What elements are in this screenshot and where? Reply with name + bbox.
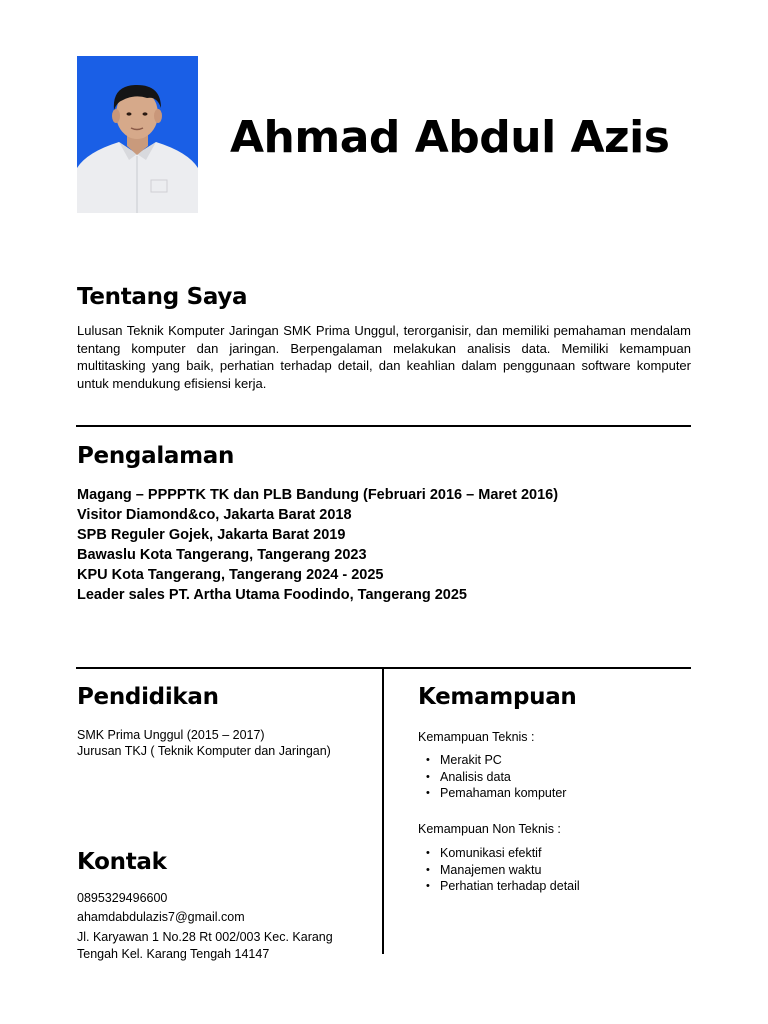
skill-item: • Komunikasi efektif bbox=[424, 845, 580, 862]
education-school: SMK Prima Unggul (2015 – 2017) bbox=[77, 728, 265, 742]
experience-item: Magang – PPPPTK TK dan PLB Bandung (Februari 2016 – Maret 2016) bbox=[77, 487, 559, 503]
skill-item: • Perhatian terhadap detail bbox=[424, 878, 580, 895]
nontechnical-skills-label: Kemampuan Non Teknis : bbox=[418, 822, 561, 836]
skill-item: • Merakit PC bbox=[424, 752, 566, 769]
skill-item: • Manajemen waktu bbox=[424, 862, 580, 879]
contact-address-line1: Jl. Karyawan 1 No.28 Rt 002/003 Kec. Karang bbox=[77, 930, 333, 944]
column-divider bbox=[382, 668, 384, 954]
contact-address-line2: Tengah Kel. Karang Tengah 14147 bbox=[77, 947, 270, 961]
nontechnical-skills-list bbox=[424, 845, 580, 895]
about-heading: Tentang Saya bbox=[77, 284, 248, 310]
skill-item: • Pemahaman komputer bbox=[424, 785, 566, 802]
about-text: Lulusan Teknik Komputer Jaringan SMK Prima Unggul, terorganisir, dan memiliki pemahaman mendalam tentang komputer dan jaringan. Berpengalaman melakukan analisis data. Memiliki kemampuan multitasking yang baik, perhatian terhadap detail, dan keahlian dalam penggunaan software komputer untuk mendukung efisiensi kerja. bbox=[77, 323, 691, 391]
technical-skills-list bbox=[424, 752, 566, 802]
profile-photo bbox=[77, 56, 198, 213]
experience-heading: Pengalaman bbox=[77, 443, 235, 469]
experience-list bbox=[77, 485, 558, 605]
technical-skills-label: Kemampuan Teknis : bbox=[418, 730, 535, 744]
divider-about bbox=[76, 425, 691, 427]
full-name: Ahmad Abdul Azis bbox=[230, 112, 670, 163]
experience-item: Bawaslu Kota Tangerang, Tangerang 2023 bbox=[77, 547, 367, 563]
skill-item: • Analisis data bbox=[424, 769, 566, 786]
contact-phone: 0895329496600 bbox=[77, 891, 168, 905]
person-portrait-icon bbox=[77, 56, 198, 213]
skills-heading: Kemampuan bbox=[418, 684, 577, 710]
experience-item: Visitor Diamond&co, Jakarta Barat 2018 bbox=[77, 507, 352, 523]
contact-email: ahamdabdulazis7@gmail.com bbox=[77, 910, 245, 924]
experience-item: Leader sales PT. Artha Utama Foodindo, Tangerang 2025 bbox=[77, 587, 467, 603]
experience-item: KPU Kota Tangerang, Tangerang 2024 - 2025 bbox=[77, 567, 384, 583]
experience-item: SPB Reguler Gojek, Jakarta Barat 2019 bbox=[77, 527, 346, 543]
education-heading: Pendidikan bbox=[77, 684, 219, 710]
contact-heading: Kontak bbox=[77, 849, 167, 875]
education-major: Jurusan TKJ ( Teknik Komputer dan Jaringan) bbox=[77, 744, 331, 758]
